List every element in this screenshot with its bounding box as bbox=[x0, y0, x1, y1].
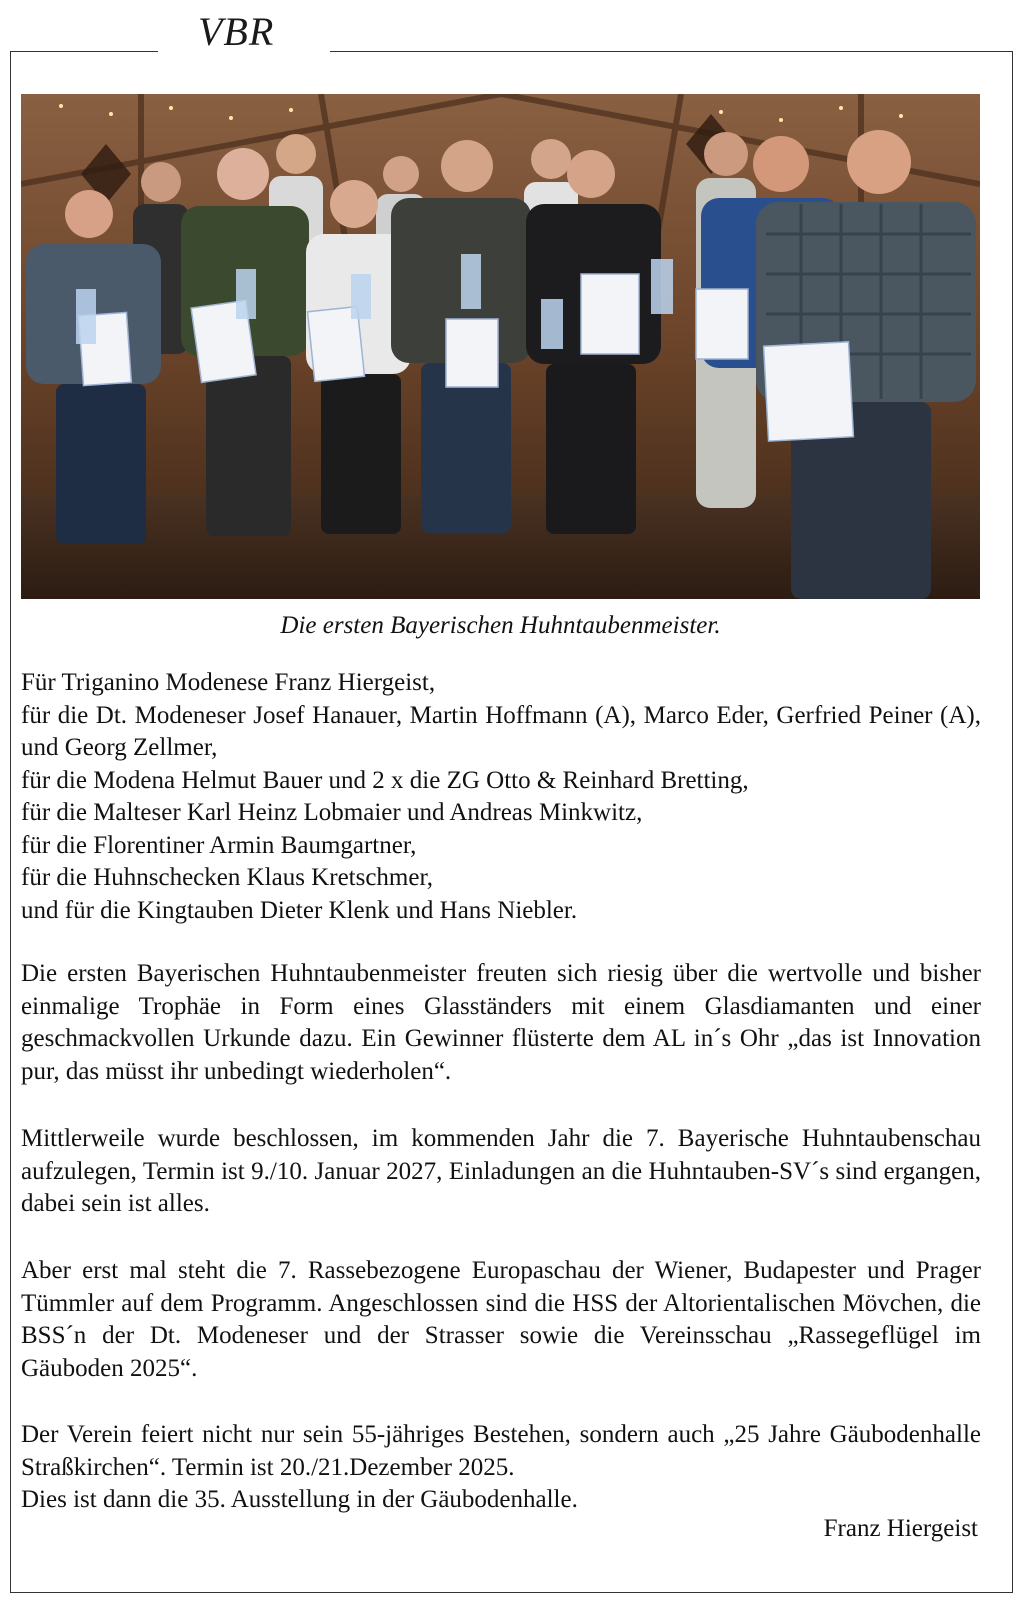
paragraph-anniversary: Der Verein feiert nicht nur sein 55-jähriges Bestehen, sondern auch „25 Jahre Gäubodenhalle Straßkirchen“. Termin ist 20./21.Dezember 2025. bbox=[21, 1421, 981, 1481]
list-item: für die Dt. Modeneser Josef Hanauer, Martin Hoffmann (A), Marco Eder, Gerfried Peiner (A), und Georg Zellmer, bbox=[21, 701, 981, 761]
photo-caption: Die ersten Bayerischen Huhntaubenmeister. bbox=[280, 612, 721, 639]
paragraph-next-show: Mittlerweile wurde beschlossen, im kommenden Jahr die 7. Bayerische Huhntaubenschau aufzulegen, Termin ist 9./10. Januar 2027, Einladungen an die Huhntauben-SV´s sind ergangen, dabei sein ist alles. bbox=[21, 1125, 981, 1217]
list-item: für die Modena Helmut Bauer und 2 x die ZG Otto & Reinhard Bretting, bbox=[21, 766, 749, 794]
list-item: und für die Kingtauben Dieter Klenk und Hans Niebler. bbox=[21, 896, 578, 924]
paragraph-europaschau: Aber erst mal steht die 7. Rassebezogene Europaschau der Wiener, Budapester und Prager Tümmler auf dem Programm. Angeschlossen sind die HSS der Altorientalischen Mövchen, die BSS´n der Dt. Modeneser und der Strasser sowie die Vereinsschau „Rassegeflügel im Gäuboden 2025“. bbox=[21, 1257, 981, 1382]
group-photo-illustration bbox=[21, 94, 980, 599]
author-signature: Franz Hiergeist bbox=[823, 1515, 978, 1542]
list-item: für die Florentiner Armin Baumgartner, bbox=[21, 831, 417, 859]
list-item: für die Huhnschecken Klaus Kretschmer, bbox=[21, 864, 434, 891]
group-photo bbox=[21, 94, 980, 599]
vbr-logo: VBR bbox=[198, 9, 275, 54]
paragraph-35th-exhibition: Dies ist dann die 35. Ausstellung in der Gäubodenhalle. bbox=[21, 1486, 578, 1513]
list-item: für die Malteser Karl Heinz Lobmaier und Andreas Minkwitz, bbox=[21, 799, 643, 826]
paragraph-trophy: Die ersten Bayerischen Huhntaubenmeister freuten sich riesig über die wertvolle und bisher einmalige Trophäe in Form eines Glasständers mit einem Glasdiamanten und einer geschmackvollen Urkunde dazu. Ein Gewinner flüsterte dem AL in´s Ohr „das ist Innovation pur, das müsst ihr unbedingt wiederholen“. bbox=[21, 960, 981, 1085]
honorees-list bbox=[21, 667, 981, 927]
list-item: Für Triganino Modenese Franz Hiergeist, bbox=[21, 669, 436, 696]
